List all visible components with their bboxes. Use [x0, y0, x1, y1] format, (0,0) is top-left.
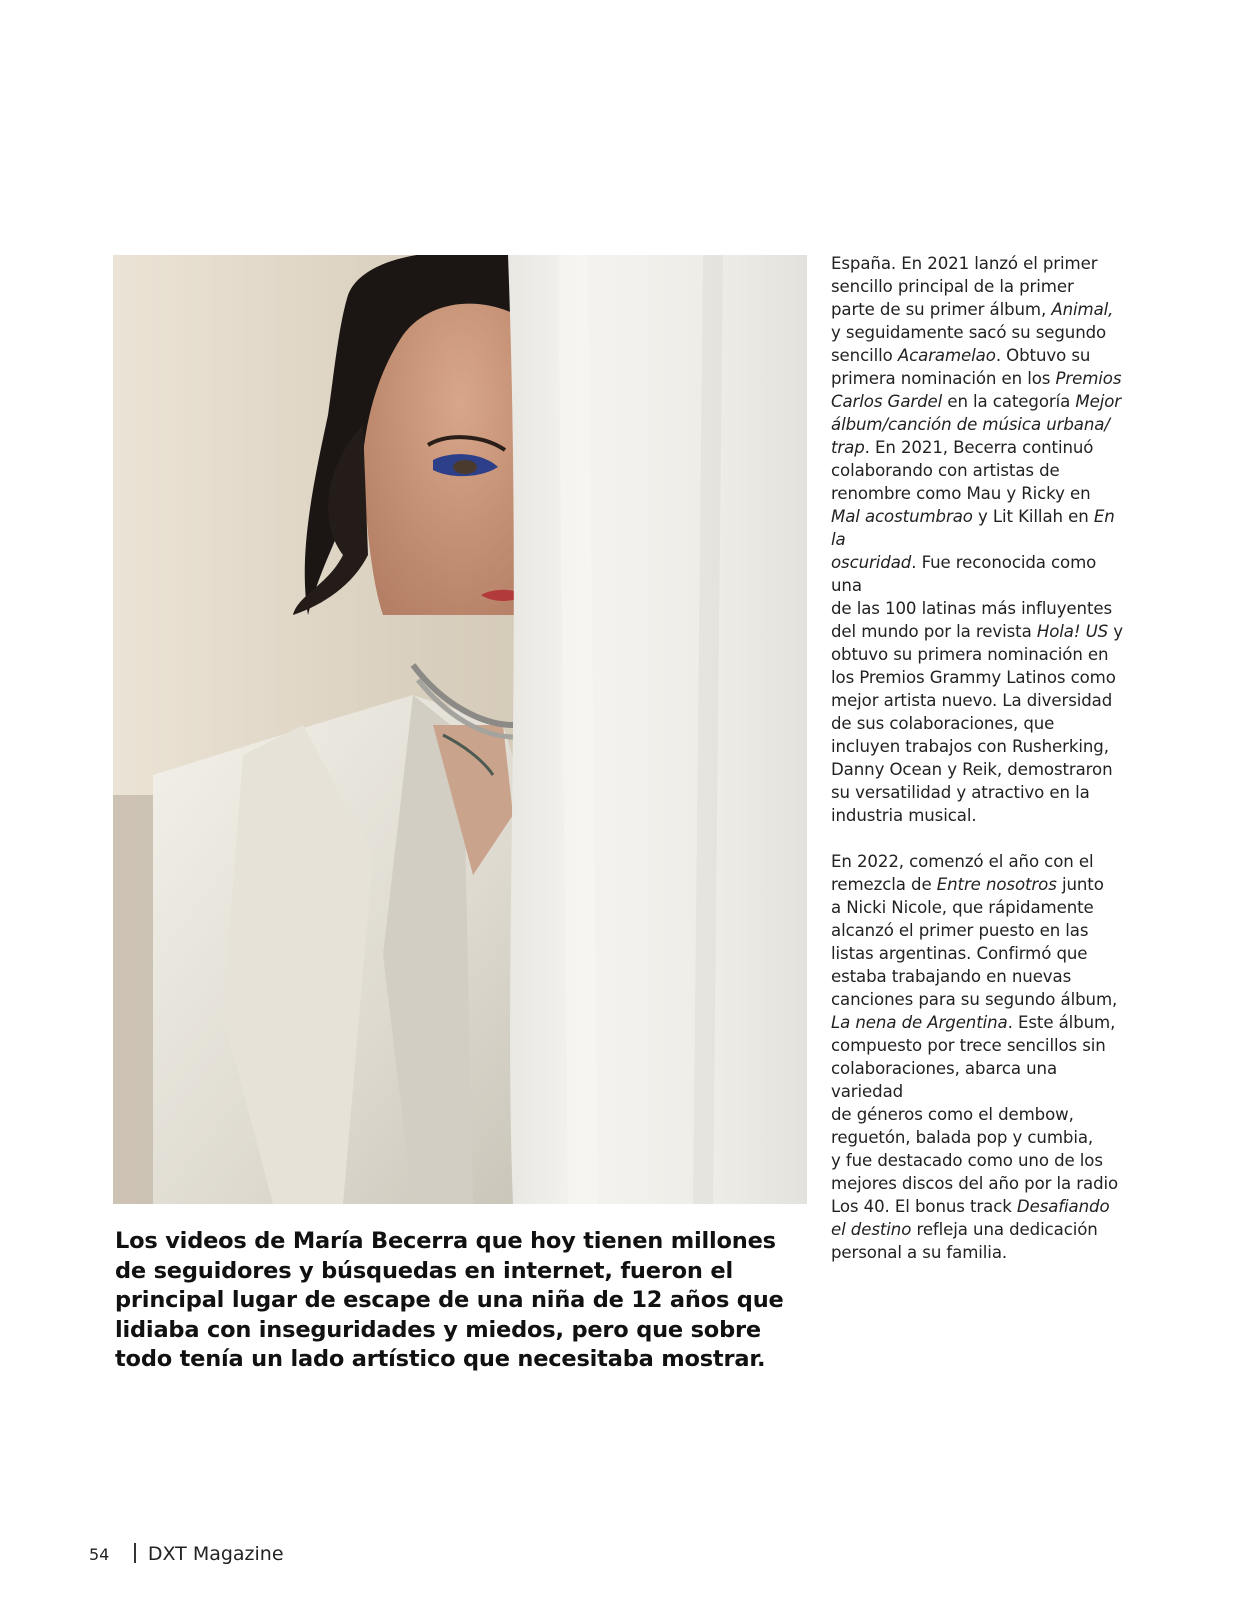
- portrait-photo: [113, 255, 807, 1204]
- article-body-column: [831, 252, 1131, 1287]
- magazine-name: DXT Magazine: [147, 1543, 284, 1565]
- body-paragraph: En 2022, comenzó el año con el remezcla de Entre nosotros junto a Nicki Nicole, que rápidamente alcanzó el primer puesto en las listas argentinas. Confirmó que estaba trabajando en nuevas canciones para su segundo álbum, La nena de Argentina. Este álbum, compuesto por trece sencillos sin colaboraciones, abarca una variedad de géneros como el dembow, reguetón, balada pop y cumbia, y fue destacado como uno de los mejores discos del año por la radio Los 40. El bonus track Desafiando el destino refleja una dedicación personal a su familia.: [831, 852, 1119, 1262]
- body-paragraph: España. En 2021 lanzó el primer sencillo principal de la primer parte de su primer álbum, Animal, y seguidamente sacó su segundo sencillo Acaramelao. Obtuvo su primera nominación en los Premios Carlos Gardel en la categoría Mejor álbum/canción de música urbana/ trap. En 2021, Becerra continuó colaborando con artistas de renombre como Mau y Ricky en Mal acostumbrao y Lit Killah en En la oscuridad. Fue reconocida como una de las 100 latinas más influyentes del mundo por la revista Hola! US y obtuvo su primera nominación en los Premios Grammy Latinos como mejor artista nuevo. La diversidad de sus colaboraciones, que incluyen trabajos con Rusherking, Danny Ocean y Reik, demostraron su versatilidad y atractivo en la industria musical.: [831, 254, 1123, 825]
- page-footer: [89, 1540, 284, 1565]
- portrait-illustration: [113, 255, 807, 1204]
- pull-quote: Los videos de María Becerra que hoy tienen millones de seguidores y búsquedas en internet, fueron el principal lugar de escape de una niña de 12 años que lidiaba con inseguridades y miedos, pero que sobre todo tenía un lado artístico que necesitaba mostrar.: [115, 1228, 784, 1372]
- footer-divider: [134, 1543, 136, 1563]
- page-number: 54: [89, 1545, 110, 1564]
